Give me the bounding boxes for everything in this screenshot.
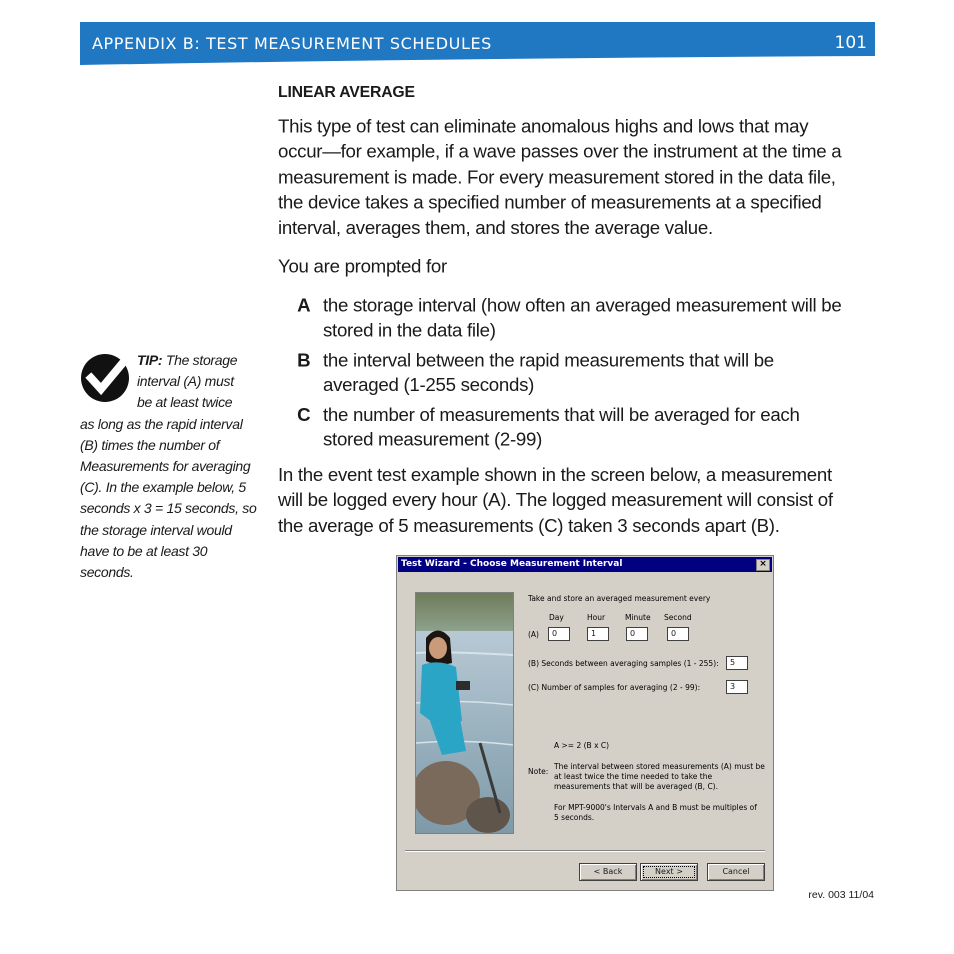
instruction-label: Take and store an averaged measurement every xyxy=(528,594,711,603)
cancel-button[interactable]: Cancel xyxy=(707,863,765,881)
day-label: Day xyxy=(549,613,564,622)
back-button[interactable]: < Back xyxy=(579,863,637,881)
list-item xyxy=(278,402,852,453)
note-line: For MPT-9000's Intervals A and B must be multiples of xyxy=(554,803,757,812)
tip-line-1: The storage xyxy=(165,352,238,368)
list-item xyxy=(278,293,852,344)
list-text: the interval between the rapid measurements that will be averaged (1-255 seconds) xyxy=(322,349,774,396)
day-input[interactable]: 0 xyxy=(548,627,570,641)
list-text: the storage interval (how often an averaged measurement will be stored in the data file) xyxy=(322,294,842,342)
page-number: 101 xyxy=(834,33,867,53)
second-label: Second xyxy=(664,613,692,622)
list-text: the number of measurements that will be averaged for each stored measurement (2-99) xyxy=(322,404,800,451)
close-icon[interactable]: × xyxy=(756,559,770,571)
field-photo xyxy=(415,592,514,834)
formula-text: A >= 2 (B x C) xyxy=(554,741,610,750)
checkmark-icon xyxy=(80,353,130,403)
main-content xyxy=(278,80,852,552)
c-input[interactable]: 3 xyxy=(726,680,748,694)
c-label: (C) Number of samples for averaging (2 - 99): xyxy=(528,683,701,692)
list-item xyxy=(278,348,852,399)
hour-label: Hour xyxy=(587,613,606,622)
dialog-titlebar xyxy=(398,557,772,572)
page-header xyxy=(80,22,875,66)
b-input[interactable]: 5 xyxy=(726,656,748,670)
tip-box xyxy=(80,350,262,583)
dialog-separator xyxy=(405,850,765,852)
note-line: measurements that will be averaged (B, C). xyxy=(554,782,718,791)
a-row-label: (A) xyxy=(528,630,539,639)
test-wizard-dialog xyxy=(396,555,774,891)
tip-rest: as long as the rapid interval (B) times the number of Measurements for averaging (C). In the example below, 5 seconds x 3 = 15 seconds, so the storage interval would have to be at least 30 seconds. xyxy=(80,415,257,581)
intro-paragraph: This type of test can eliminate anomalous highs and lows that may occur—for example, if a wave passes over the instrument at the time a measurement is made. For every measurement stored in the data file, the device takes a specified number of measurements at a specified interval, averages them, and stores the average value. xyxy=(278,115,842,239)
note-line: at least twice the time needed to take the xyxy=(554,772,713,781)
prompt-paragraph: You are prompted for xyxy=(278,256,447,278)
hour-input[interactable]: 1 xyxy=(587,627,609,641)
note-line: 5 seconds. xyxy=(554,813,595,822)
tip-label: TIP: xyxy=(137,352,163,368)
second-input[interactable]: 0 xyxy=(667,627,689,641)
next-button[interactable]: Next > xyxy=(640,863,698,881)
minute-label: Minute xyxy=(625,613,651,622)
b-label: (B) Seconds between averaging samples (1 - 255): xyxy=(528,659,719,668)
minute-input[interactable]: 0 xyxy=(626,627,648,641)
list-letter: C xyxy=(297,404,311,426)
list-letter: A xyxy=(297,294,311,316)
list-letter: B xyxy=(297,349,311,371)
header-title: APPENDIX B: TEST MEASUREMENT SCHEDULES xyxy=(92,34,492,53)
note-line: The interval between stored measurements (A) must be xyxy=(554,762,765,771)
revision-footer: rev. 003 11/04 xyxy=(808,889,874,901)
example-paragraph: In the event test example shown in the screen below, a measurement will be logged every hour (A). The logged measurement will consist of the average of 5 measurements (C) taken 3 seconds apart (B). xyxy=(278,464,833,537)
tip-line-2: interval (A) must xyxy=(137,373,234,390)
tip-line-3: be at least twice xyxy=(137,394,233,411)
note-label: Note: xyxy=(528,767,549,776)
dialog-title: Test Wizard - Choose Measurement Interval xyxy=(401,559,623,569)
section-heading: LINEAR AVERAGE xyxy=(278,83,415,102)
